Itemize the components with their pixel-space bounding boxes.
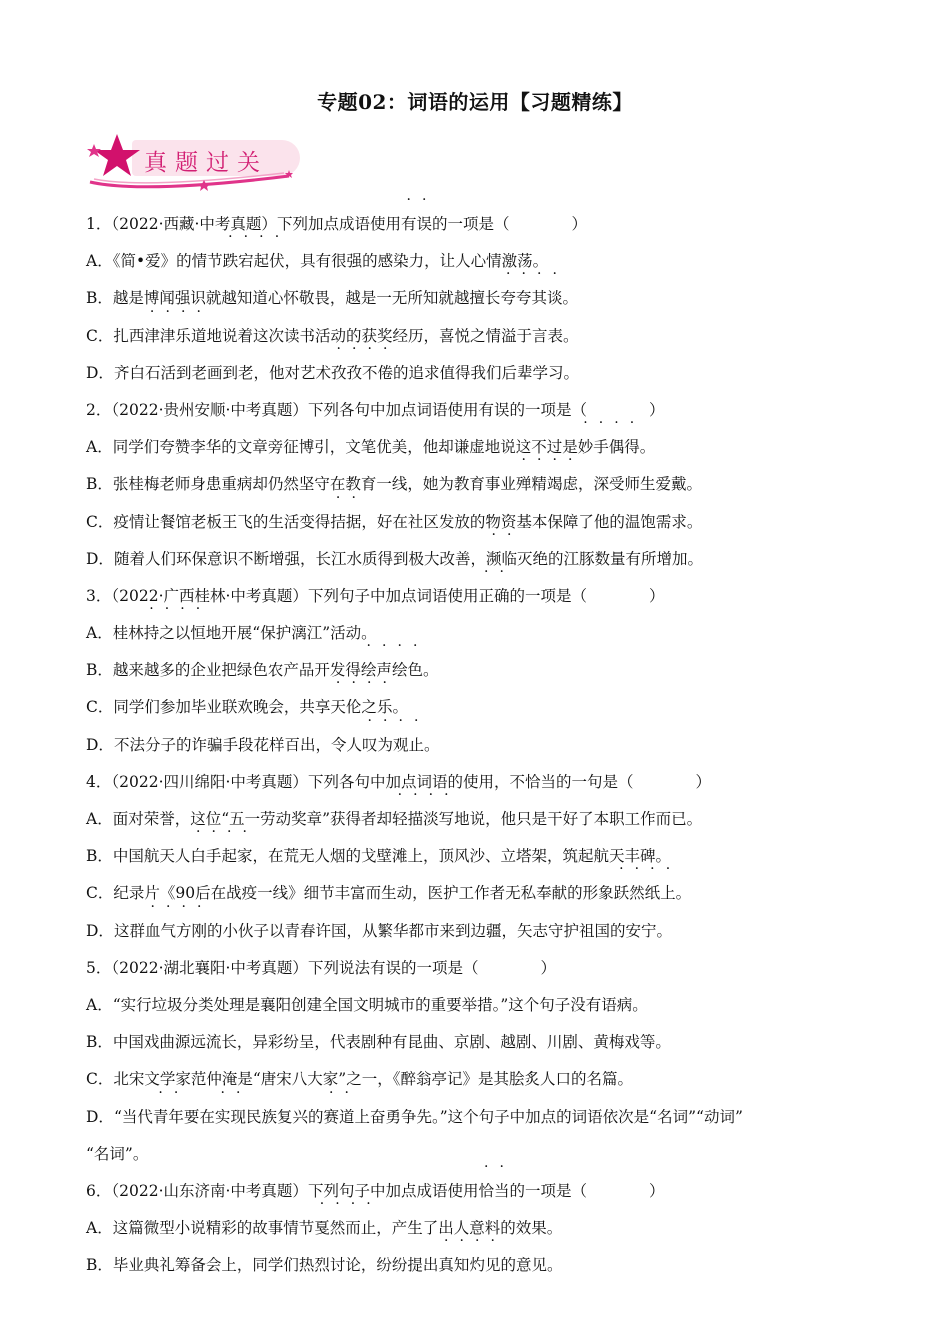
option-text: 的意见。 [500, 1256, 563, 1275]
emphasis-char: 观 [392, 735, 409, 754]
option-text: “名词”。 [86, 1144, 149, 1163]
option-letter: C． [86, 326, 114, 345]
option-text: 中国戏曲源远流长，异彩纷呈，代表剧种有昆曲、京剧、越剧、川剧、黄梅戏等。 [112, 1033, 671, 1052]
option-text: 。 [675, 884, 692, 903]
question-2-stem [86, 392, 876, 429]
option-letter: B． [86, 847, 113, 866]
option-letter: A． [86, 1219, 113, 1238]
option-letter: B． [86, 1256, 113, 1275]
question-number: 3． [86, 586, 112, 605]
option-text: “实行垃圾分类处理是襄阳创建全国文明城市的重要举措。”这个句子没有语病。 [112, 995, 648, 1014]
emphasis-char: 见 [484, 1256, 501, 1275]
stem-text: 下列句子中加点成语使用 [307, 1181, 479, 1200]
option-text: ，好在社区发放的物资基本保障了他的温饱需求。 [361, 512, 703, 531]
emphasis-char: 上 [660, 884, 676, 903]
option-text: 的小伙子以青春许国，从繁华都市来到边疆，矢志守护祖国的安宁。 [207, 921, 673, 940]
emphasis-char: 绘 [391, 661, 408, 680]
emphasis-char: 叹 [361, 735, 378, 754]
option-text: 民族复兴的 [245, 1107, 324, 1126]
emphasis-word [153, 1108, 184, 1126]
option-text: ，深受师生爱戴。 [577, 475, 702, 494]
stem-text: 的一项是（ ） [431, 215, 587, 233]
emphasis-char: 得 [624, 438, 640, 457]
option-letter: A． [86, 995, 113, 1014]
option-text: 地说着这次读书活动的获奖经历，喜悦之情溢于言表。 [206, 326, 579, 345]
option-text: 这群 [113, 921, 145, 940]
question-4-option-d [86, 913, 876, 950]
emphasis-char: 现 [230, 1107, 246, 1126]
option-text: 不法分子的诈骗手段花样百出，令人 [113, 735, 362, 754]
emphasis-char: 乐 [376, 698, 393, 717]
emphasis-word [614, 884, 676, 902]
option-text: 。 [392, 698, 408, 717]
emphasis-word [392, 810, 454, 828]
emphasis-char: 偶 [608, 438, 625, 457]
option-letter: C． [86, 1070, 114, 1089]
emphasis-word [516, 475, 578, 493]
emphasis-char: 宕 [238, 252, 254, 271]
emphasis-char: 精 [531, 475, 547, 494]
emphasis-char: 其 [531, 289, 547, 308]
question-5-option-b [86, 1024, 876, 1061]
emphasis-char: 当 [493, 1181, 510, 1200]
emphasis-char: 妙 [577, 438, 594, 457]
question-4-stem [86, 764, 876, 801]
emphasis-char: 而 [345, 1219, 361, 1238]
stem-text: 的一项是（ ） [509, 1181, 665, 1200]
option-text: 北宋文学家范仲淹是“唐宋八大家”之一，《醉翁亭记》是其脍炙人口的名篇。 [113, 1070, 633, 1089]
emphasis-word [478, 587, 509, 605]
option-text: ，在荒无人烟的戈壁滩上，顶风沙、立塔架，筑起航天丰碑。 [252, 847, 671, 866]
option-text: 越来越多的企业把绿色农产品开发得 [112, 661, 361, 680]
emphasis-word [215, 1108, 246, 1126]
emphasis-char: 殚 [515, 475, 532, 494]
option-text: 面对荣誉，这位“五一劳动奖章”获得者却 [112, 810, 393, 828]
option-letter: A． [86, 624, 113, 643]
question-source: （2022·广西桂林·中考真题） [111, 586, 308, 605]
emphasis-char: 然 [329, 1219, 346, 1238]
emphasis-char: 手 [205, 847, 222, 866]
emphasis-char: 轻 [392, 810, 408, 828]
emphasis-word [330, 513, 361, 531]
option-text: 纪录片《90后在战疫一线》细节丰富而生动，医护工作者无私奉献的形象 [113, 884, 614, 903]
question-source: （2022·西藏·中考真题） [111, 215, 277, 233]
option-letter: D． [86, 549, 114, 568]
emphasis-char: 赛 [323, 1107, 339, 1126]
question-number: 4． [86, 772, 112, 791]
emphasis-char: 濒 [485, 549, 502, 568]
emphasis-char: 临 [501, 549, 517, 568]
emphasis-word [145, 922, 207, 940]
question-5-option-a [86, 987, 876, 1024]
option-text: “当代 [113, 1107, 153, 1126]
option-letter: B． [86, 475, 113, 494]
emphasis-char: 真 [438, 1256, 454, 1275]
question-4-option-b [86, 838, 876, 875]
emphasis-char: 孜 [330, 363, 347, 382]
emphasis-char: 起 [221, 847, 237, 866]
emphasis-char: 伦 [345, 698, 362, 717]
emphasis-word [331, 364, 393, 382]
option-text: 越是博闻强识就越知道心怀敬畏，越是一无所知就越擅长 [112, 289, 501, 308]
emphasis-word [478, 1182, 509, 1200]
page-title: 专题02：词语的运用【习题精练】 [317, 90, 633, 114]
emphasis-char: 天 [330, 698, 346, 717]
option-text: 要在 [183, 1107, 215, 1126]
option-text: 灭绝的江豚数量有所增加。 [516, 549, 703, 568]
emphasis-char: 确 [493, 586, 510, 605]
emphasis-word [314, 1219, 376, 1237]
option-letter: D． [86, 1107, 114, 1126]
emphasis-char: 津 [144, 326, 160, 345]
question-3-option-c [86, 689, 876, 726]
option-text: 。 [639, 438, 656, 457]
emphasis-word [323, 1108, 354, 1126]
question-1-option-d [86, 355, 876, 392]
option-letter: B． [86, 1033, 113, 1052]
emphasis-char: 跌 [222, 252, 239, 271]
emphasis-char: 伏 [269, 252, 285, 271]
section-banner [84, 132, 304, 194]
emphasis-char: 恒 [190, 624, 206, 643]
banner-label: 真题过关 [144, 150, 268, 176]
emphasis-char: 止 [360, 1219, 377, 1238]
emphasis-char: 夸 [515, 289, 532, 308]
emphasis-char: 道 [190, 326, 207, 345]
emphasis-char: 为 [377, 735, 393, 754]
option-letter: A． [86, 438, 113, 457]
emphasis-word [401, 215, 432, 233]
emphasis-word [500, 289, 562, 307]
question-5-stem [86, 950, 876, 987]
emphasis-char: 谈 [546, 289, 563, 308]
question-2-option-a [86, 429, 876, 466]
emphasis-char: 虑 [562, 475, 578, 494]
option-letter: A． [86, 252, 113, 271]
emphasis-char: 血 [144, 921, 161, 940]
emphasis-char: 夸 [500, 289, 516, 308]
option-text: ，具有很强的感染力，让人心情激荡。 [284, 252, 549, 271]
option-text: 同学们参加毕业联欢晚会，共享 [113, 698, 331, 717]
emphasis-char: 手 [593, 438, 609, 457]
option-text: 的追求值得我们后辈学习。 [393, 363, 580, 382]
emphasis-char: 淡 [423, 810, 439, 828]
question-2-option-c [86, 504, 876, 541]
stem-text: 下列加点成语使用 [276, 215, 401, 233]
question-1-stem [86, 206, 876, 243]
question-source: （2022·湖北襄阳·中考真题） [111, 958, 308, 977]
emphasis-char: 戛 [314, 1219, 330, 1238]
emphasis-word [144, 327, 206, 345]
emphasis-char: 据 [345, 512, 362, 531]
option-letter: D． [86, 921, 114, 940]
option-letter: C． [86, 512, 114, 531]
emphasis-word [438, 1256, 500, 1274]
emphasis-char: 之 [361, 698, 377, 717]
emphasis-char: 不 [361, 363, 378, 382]
question-number: 2． [86, 400, 112, 419]
emphasis-char: 津 [159, 326, 176, 345]
emphasis-word [578, 438, 640, 456]
emphasis-char: 家 [236, 847, 253, 866]
option-text: 《简•爱》的情节 [112, 252, 223, 271]
option-text: 随着人们环保意识不断增强，长江水质得到极大改善， [113, 549, 486, 568]
option-text: 疫情让餐馆老板王飞的生活变得 [113, 512, 331, 531]
emphasis-char: 正 [478, 586, 494, 605]
option-text: 地说，他只是干好了本职工作而已。 [454, 810, 703, 828]
option-text: ，产生了出人意料的效果。 [376, 1219, 563, 1238]
option-letter: A． [86, 810, 113, 828]
emphasis-char: 灼 [469, 1256, 485, 1275]
question-number: 5． [86, 958, 112, 977]
question-6-option-b [86, 1247, 876, 1284]
emphasis-char: 竭 [546, 475, 563, 494]
question-6-stem [86, 1173, 876, 1210]
emphasis-char: 刚 [191, 921, 208, 940]
option-letter: B． [86, 661, 113, 680]
stem-text: 下列句子中加点词语使用 [307, 586, 479, 605]
option-text: 地开展“保护漓江”活动。 [205, 624, 377, 643]
option-text: 中国航天人 [112, 847, 191, 866]
option-text: 桂林 [112, 624, 144, 643]
option-letter: B． [86, 289, 113, 308]
emphasis-char: 起 [253, 252, 270, 271]
emphasis-word [223, 252, 285, 270]
option-text: 扎西 [113, 326, 145, 345]
emphasis-char: 之 [159, 624, 175, 643]
stem-text: 的一项是（ ） [509, 586, 665, 605]
emphasis-char: 倦 [377, 363, 394, 382]
emphasis-char: 误 [416, 215, 432, 233]
emphasis-char: 实 [214, 1107, 231, 1126]
option-letter: C． [86, 884, 114, 903]
emphasis-char: 持 [143, 624, 160, 643]
emphasis-char: 孜 [346, 363, 362, 382]
option-text: 张桂梅老师身患重病却仍然坚守在教育一线，她为教育事业 [112, 475, 516, 494]
emphasis-word [190, 847, 252, 865]
question-1-option-a [86, 243, 876, 280]
emphasis-char: 白 [190, 847, 206, 866]
emphasis-char: 绘 [360, 661, 377, 680]
emphasis-char: 声 [376, 661, 392, 680]
question-3-option-d [86, 727, 876, 764]
option-letter: D． [86, 735, 114, 754]
option-text: 。 [424, 735, 440, 754]
emphasis-char: 然 [629, 884, 645, 903]
emphasis-char: 恰 [478, 1181, 494, 1200]
question-3-option-a [86, 615, 876, 652]
question-source: （2022·四川绵阳·中考真题） [111, 772, 308, 791]
question-1-option-c [86, 318, 876, 355]
option-letter: C． [86, 698, 114, 717]
emphasis-char: 年 [168, 1107, 184, 1126]
emphasis-char: 描 [407, 810, 424, 828]
stem-text: 下列说法有误的一项是（ ） [307, 958, 556, 977]
emphasis-char: 青 [152, 1107, 169, 1126]
question-number: 6． [86, 1181, 112, 1200]
option-text: 毕业典礼筹备会上，同学们热烈讨论，纷纷提出 [112, 1256, 439, 1275]
emphasis-char: 止 [408, 735, 425, 754]
question-5-option-d [86, 1099, 876, 1136]
question-source: （2022·贵州安顺·中考真题） [111, 400, 308, 419]
stem-text: 下列各句中加点词语使用有误的一项是（ ） [307, 400, 665, 419]
emphasis-word [362, 736, 424, 754]
emphasis-char: 拮 [330, 512, 346, 531]
emphasis-char: 以 [174, 624, 191, 643]
emphasis-char: 纸 [644, 884, 661, 903]
option-text: 齐白石活到老画到老，他对艺术 [113, 363, 331, 382]
emphasis-char: 有 [400, 215, 417, 233]
question-list [86, 206, 876, 1284]
emphasis-char: 色 [407, 661, 423, 680]
emphasis-char: 道 [338, 1107, 355, 1126]
emphasis-char: 方 [175, 921, 192, 940]
question-3-option-b [86, 652, 876, 689]
emphasis-char: 跃 [613, 884, 630, 903]
emphasis-char: 写 [438, 810, 455, 828]
option-text: 上奋勇争先。”这个句子中加点的词语依次是“名词”“动词” [354, 1107, 743, 1126]
option-text: 同学们夸赞李华的文章旁征博引，文笔优美，他却谦虚地说这不过是 [112, 438, 578, 457]
option-text: 。 [422, 661, 439, 680]
option-text: 这篇微型小说精彩的故事情节 [112, 1219, 315, 1238]
option-text: 。 [562, 289, 578, 308]
emphasis-char: 乐 [175, 326, 191, 345]
stem-text: 下列各句中加点词语的使用，不恰当的一句是（ ） [307, 772, 711, 791]
question-source: （2022·山东济南·中考真题） [111, 1181, 308, 1200]
emphasis-char: 知 [453, 1256, 470, 1275]
question-number: 1． [86, 215, 112, 233]
question-2-option-b [86, 466, 876, 503]
emphasis-char: 气 [160, 921, 176, 940]
emphasis-word [144, 624, 206, 642]
question-5-option-c [86, 1061, 876, 1098]
option-letter: D． [86, 363, 114, 382]
